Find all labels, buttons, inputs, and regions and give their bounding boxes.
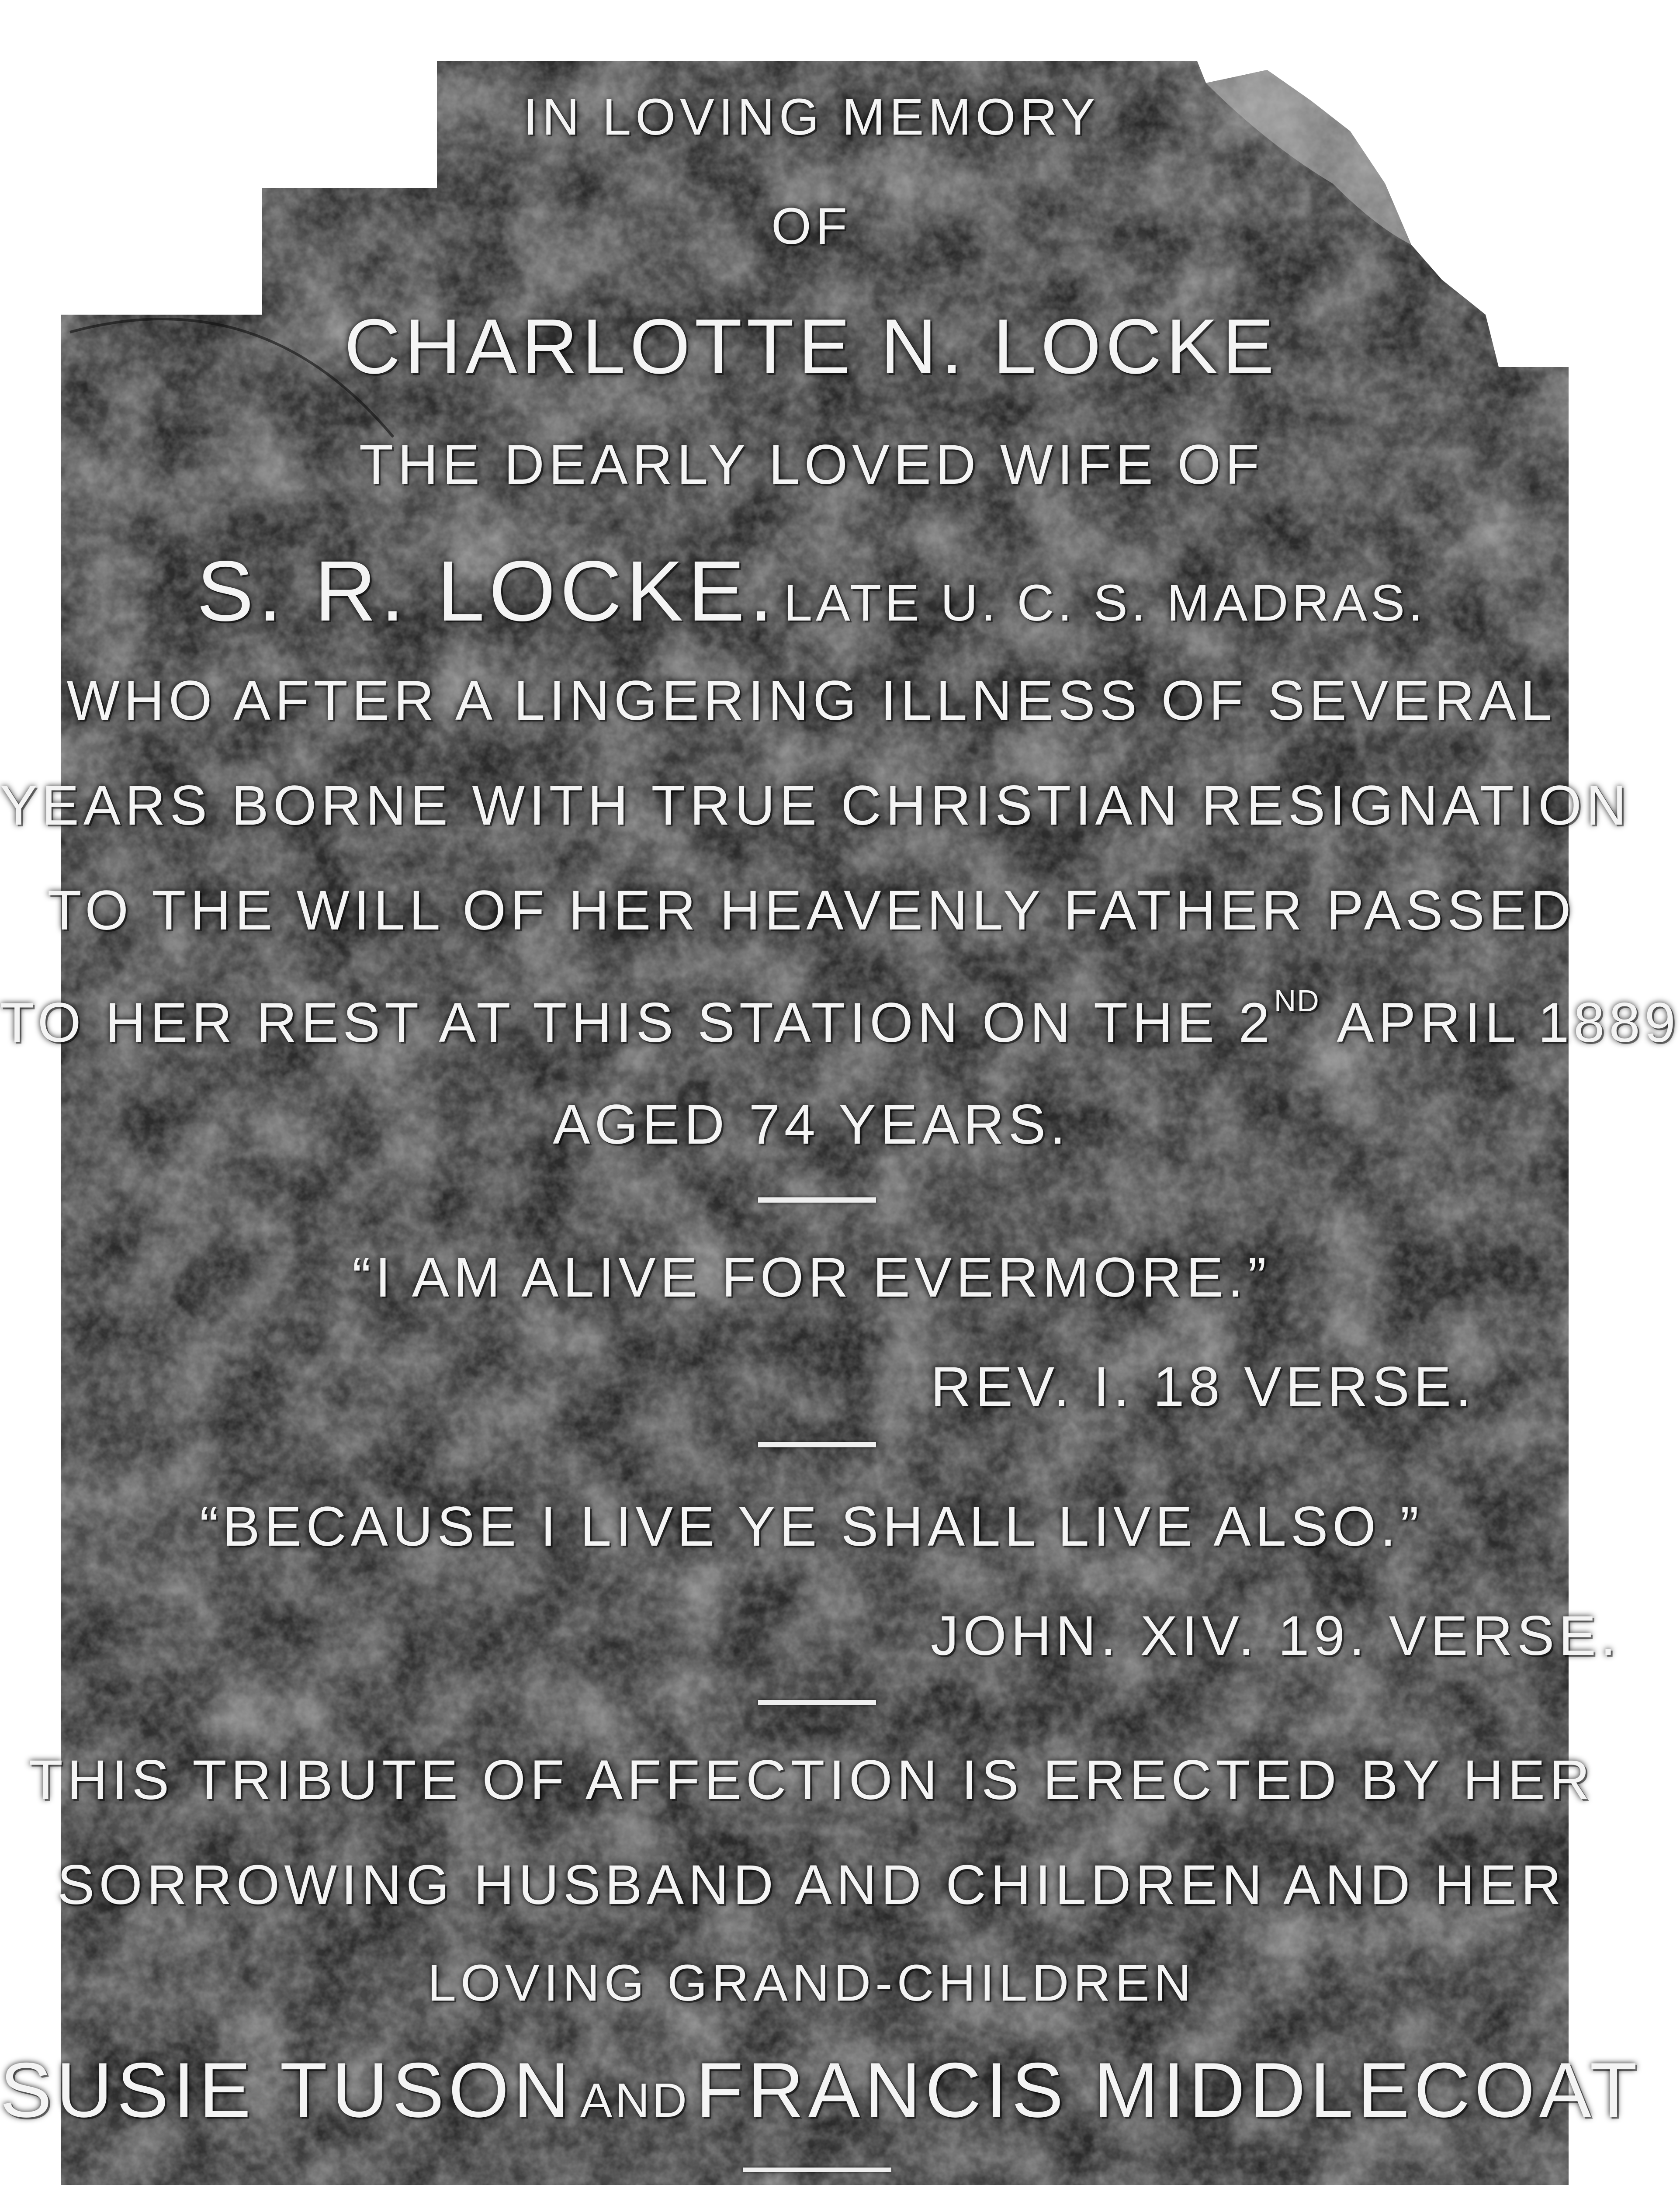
inscription-line-father: TO THE WILL OF HER HEAVENLY FATHER PASSED [47, 879, 1576, 942]
inscription-wife-of: THE DEARLY LOVED WIFE OF [359, 434, 1264, 496]
bottom-ornament-divider [743, 2168, 891, 2172]
inscription-line-illness: WHO AFTER A LINGERING ILLNESS OF SEVERAL [66, 669, 1556, 732]
scripture-quote-1: “I AM ALIVE FOR EVERMORE.” [352, 1246, 1271, 1309]
divider-2 [758, 1442, 876, 1447]
tribute-line-1: THIS TRIBUTE OF AFFECTION IS ERECTED BY HER [28, 1749, 1594, 1811]
inscription-age: AGED 74 YEARS. [553, 1093, 1070, 1156]
inscription-husband-line [0, 542, 1623, 640]
inscription-date-text: TO HER REST AT THIS STATION ON THE 2 [0, 992, 1274, 1054]
inscription-deceased-name: CHARLOTTE N. LOCKE [344, 303, 1279, 390]
inscription-line-date [0, 983, 1680, 1055]
tribute-line-2: SORROWING HUSBAND AND CHILDREN AND HER [57, 1854, 1566, 1916]
tribute-line-3: LOVING GRAND-CHILDREN [427, 1954, 1195, 2012]
inscription-date-suffix: ND [1274, 984, 1320, 1018]
grandchildren-names [0, 2045, 1642, 2135]
inscription-in-loving-memory: IN LOVING MEMORY [523, 88, 1100, 146]
grandchild-name-1: SUSIE TUSON [0, 2046, 574, 2133]
conjunction-and: AND [580, 2074, 690, 2127]
inscription-husband-name: S. R. LOCKE. [196, 543, 777, 639]
divider-3 [758, 1700, 876, 1705]
grandchild-name-2: FRANCIS MIDDLECOAT [696, 2046, 1642, 2133]
scripture-reference-2: JOHN. XIV. 19. VERSE. [931, 1605, 1621, 1667]
inscription-line-resignation: YEARS BORNE WITH TRUE CHRISTIAN RESIGNATION [0, 774, 1631, 837]
inscription-husband-title: LATE U. C. S. MADRAS. [783, 574, 1427, 632]
scripture-quote-2: “BECAUSE I LIVE YE SHALL LIVE ALSO.” [199, 1495, 1424, 1558]
inscription-date-year: APRIL 1889 [1337, 992, 1680, 1054]
inscription-of: OF [771, 198, 852, 255]
scripture-reference-1: REV. I. 18 VERSE. [931, 1356, 1476, 1418]
divider-1 [758, 1197, 876, 1203]
